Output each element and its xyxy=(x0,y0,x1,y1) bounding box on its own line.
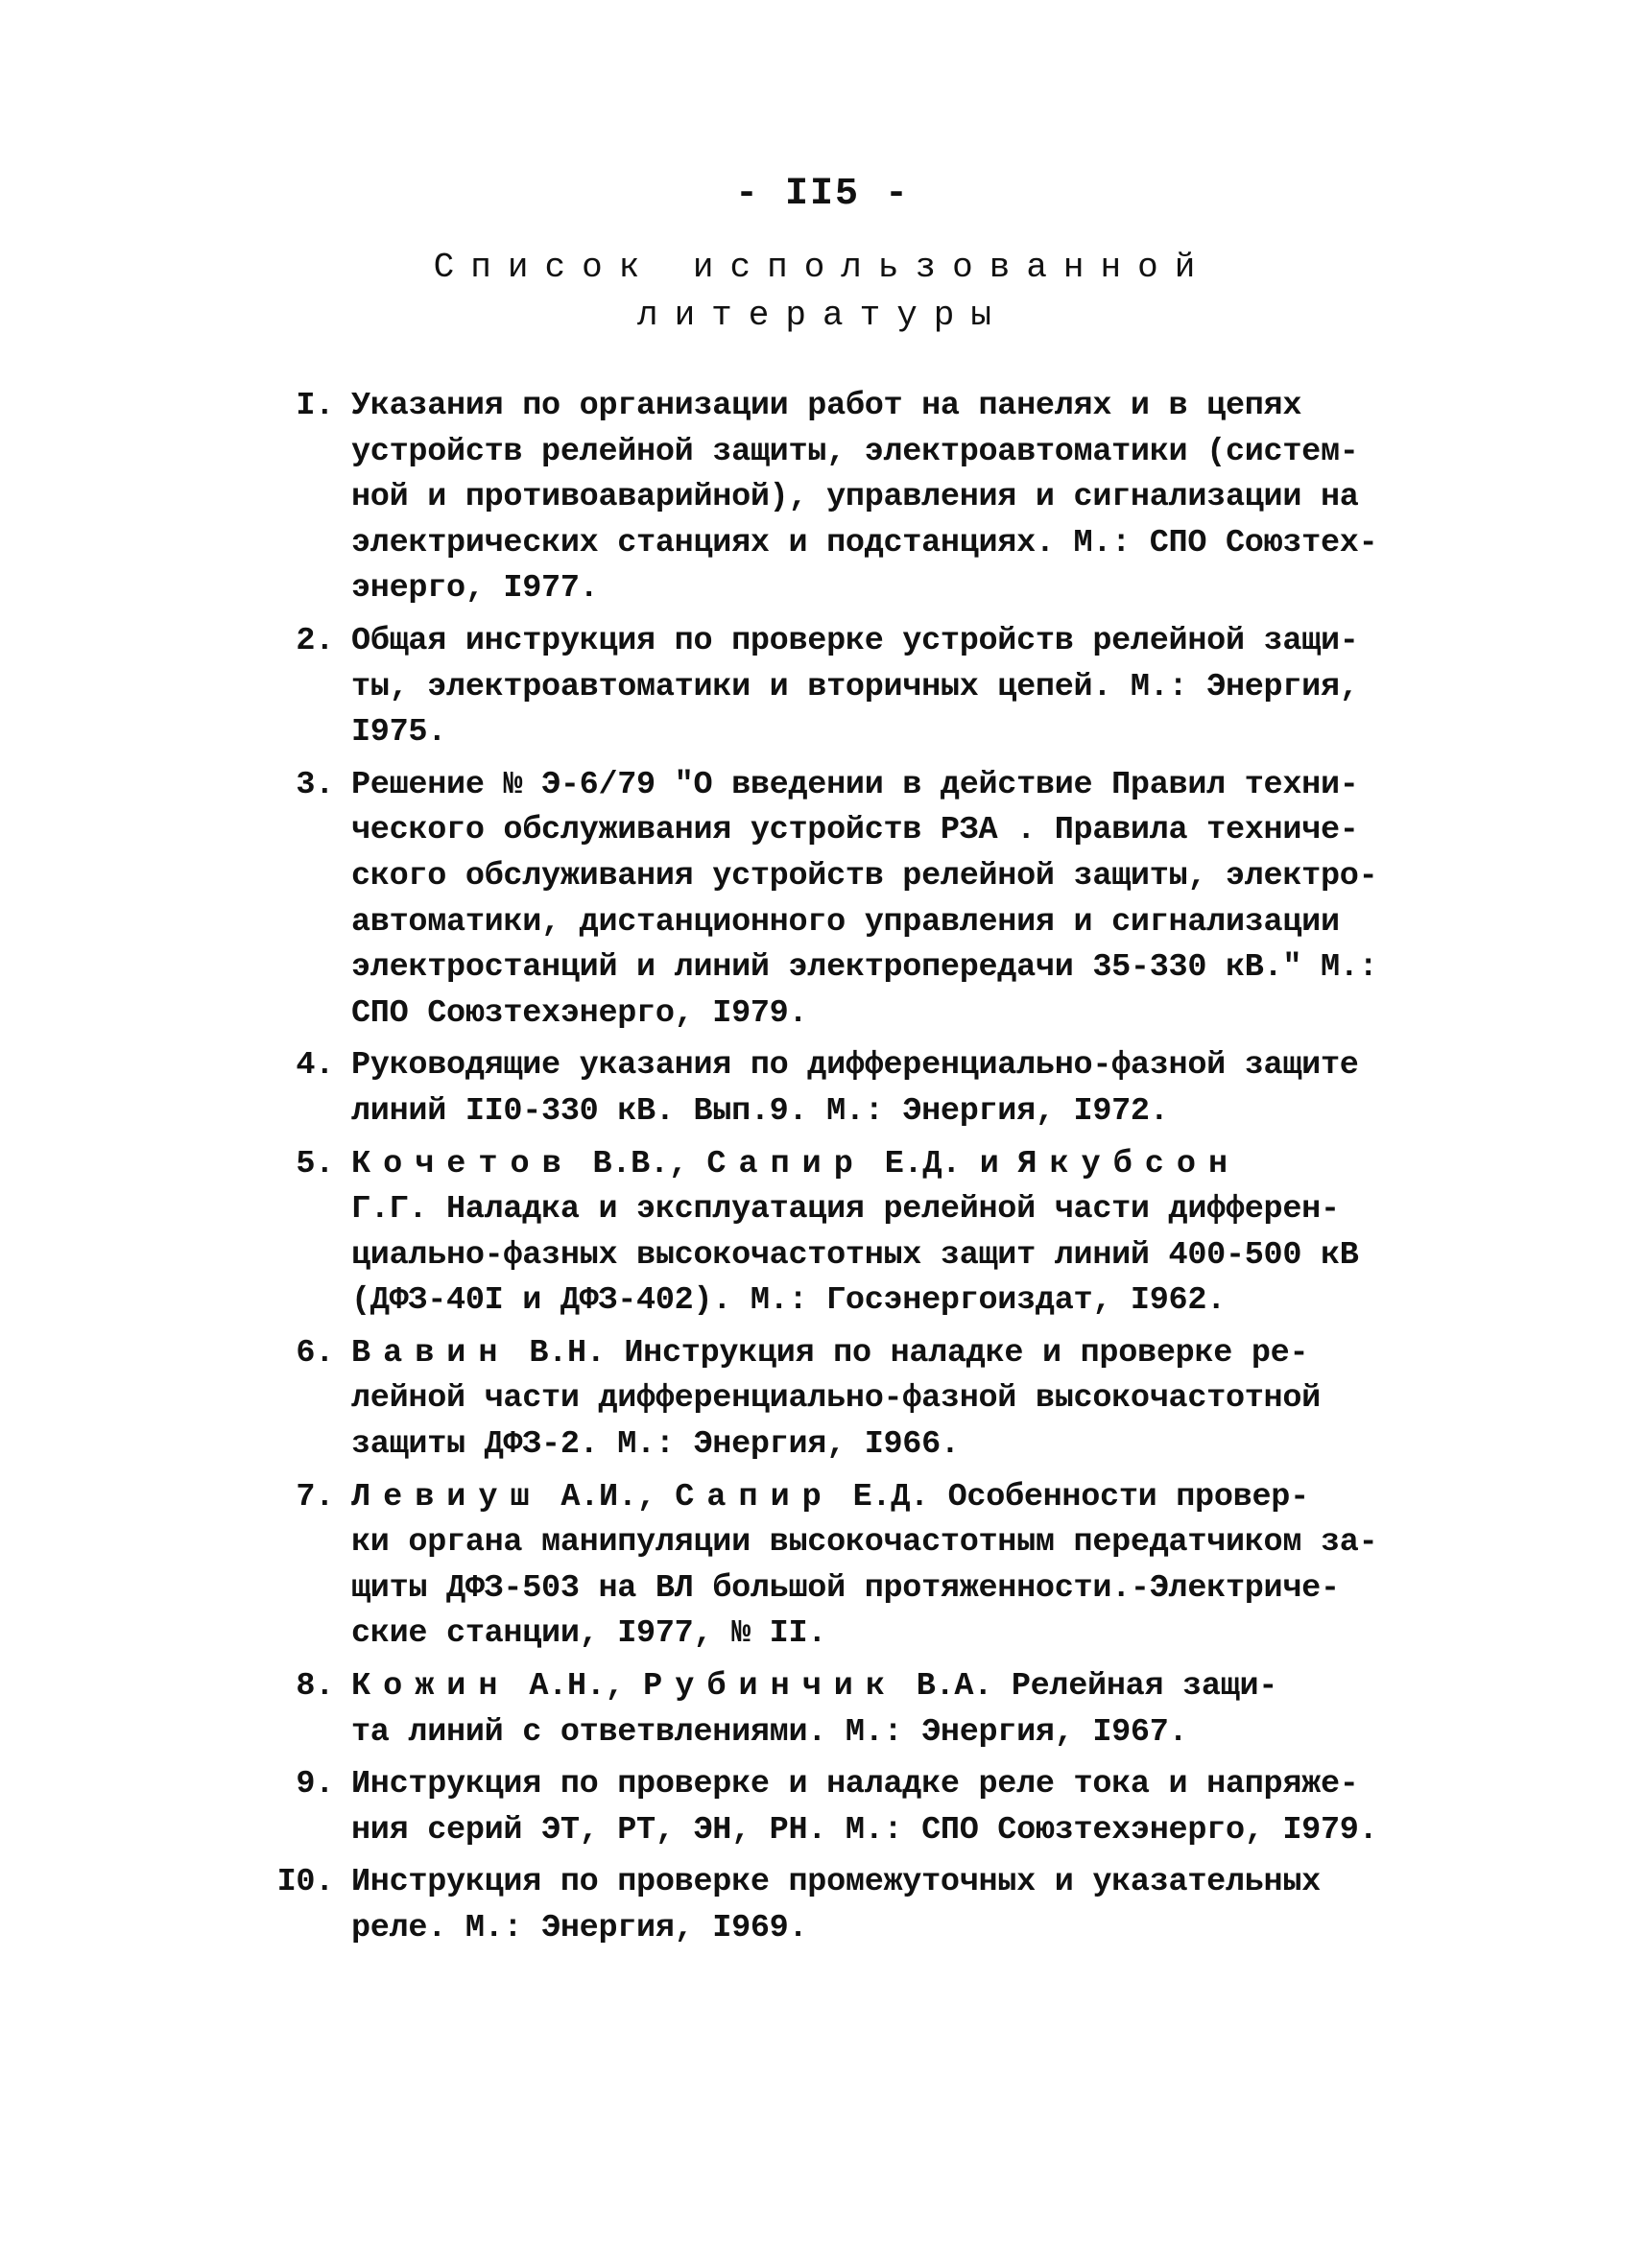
reference-text-line: Общая инструкция по проверке устройств релейной защи- xyxy=(351,622,1359,659)
author-initials: Е.Д. и xyxy=(865,1145,999,1182)
author-surname: Сапир xyxy=(706,1145,866,1182)
reference-number: 4. xyxy=(296,1047,334,1085)
reference-number: 6. xyxy=(296,1334,334,1372)
reference-text-line: Инструкция по проверке промежуточных и указательных xyxy=(351,1864,1321,1901)
author-surname: Левиуш xyxy=(351,1478,542,1516)
author-surname: Якубсон xyxy=(1017,1145,1241,1182)
reference-item-6 xyxy=(276,1331,1390,1468)
reference-text-line: циально-фазных высокочастотных защит линий 400-500 кВ xyxy=(351,1236,1359,1274)
reference-text-line: та линий с ответвлениями. М.: Энергия, I967. xyxy=(351,1713,1188,1751)
reference-item-1 xyxy=(276,384,1390,612)
reference-item-2 xyxy=(276,619,1390,756)
reference-text-line: Решение № Э-6/79 "О введении в действие Правил техни- xyxy=(351,766,1359,803)
reference-number: 9. xyxy=(296,1766,334,1803)
reference-text-line: I975. xyxy=(351,714,447,752)
reference-item-3 xyxy=(276,763,1390,1038)
reference-text-line: реле. М.: Энергия, I969. xyxy=(351,1910,808,1946)
reference-number: I. xyxy=(296,388,334,424)
reference-authors-line xyxy=(351,1475,1390,1521)
reference-number: 7. xyxy=(296,1478,334,1516)
reference-text-line: ского обслуживания устройств релейной защиты, электро- xyxy=(351,857,1378,895)
author-surname: Рубинчик xyxy=(643,1668,897,1706)
author-initials: А.Н., xyxy=(510,1668,625,1706)
reference-number: 3. xyxy=(296,766,334,803)
reference-text-line: защиты ДФЗ-2. М.: Энергия, I966. xyxy=(351,1426,960,1464)
reference-text-line: Руководящие указания по дифференциально-фазной защите xyxy=(351,1047,1359,1085)
author-initials: В.А. Релейная защи- xyxy=(897,1668,1278,1706)
reference-text-line: ки органа манипуляции высокочастотным передатчиком за- xyxy=(351,1524,1378,1562)
reference-text-line: электрических станциях и подстанциях. М.: СПО Союзтех- xyxy=(351,524,1378,561)
reference-authors-line xyxy=(351,1664,1390,1710)
reference-item-10 xyxy=(276,1860,1390,1951)
reference-text-line: электростанций и линий электропередачи 35-330 кВ." М.: xyxy=(351,949,1378,987)
reference-text-line: лейной части дифференциально-фазной высокочастотной xyxy=(351,1380,1321,1418)
author-surname: Кочетов xyxy=(351,1145,574,1182)
reference-text-line: Инструкция по проверке и наладке реле тока и напряже- xyxy=(351,1766,1359,1803)
author-surname: Кожин xyxy=(351,1668,511,1706)
reference-item-9 xyxy=(276,1762,1390,1853)
reference-text-line: (ДФЗ-40I и ДФЗ-402). М.: Госэнергоиздат, I962. xyxy=(351,1282,1226,1320)
author-initials: В.В., xyxy=(573,1145,688,1182)
author-initials: В.Н. Инструкция по наладке и проверке ре- xyxy=(510,1334,1309,1372)
reference-text-line: ты, электроавтоматики и вторичных цепей. М.: Энергия, xyxy=(351,668,1359,705)
reference-number: 8. xyxy=(296,1668,334,1706)
reference-number: 5. xyxy=(296,1145,334,1182)
bibliography-title-line-2: литературы xyxy=(636,296,1009,335)
reference-text-line: ной и противоаварийной), управления и сигнализации на xyxy=(351,479,1359,516)
reference-number: 2. xyxy=(296,622,334,659)
reference-authors-line xyxy=(351,1142,1390,1188)
reference-text-line: СПО Союзтехэнерго, I979. xyxy=(351,994,808,1032)
reference-text-line: Г.Г. Наладка и эксплуатация релейной части дифферен- xyxy=(351,1191,1340,1229)
bibliography-title-line-1: Список использованной xyxy=(433,248,1212,287)
reference-item-4 xyxy=(276,1043,1390,1134)
reference-text-line: линий II0-330 кВ. Вып.9. М.: Энергия, I972. xyxy=(351,1092,1169,1130)
reference-item-8 xyxy=(276,1664,1390,1755)
author-surname: Вавин xyxy=(351,1334,511,1372)
reference-text-line: ские станции, I977, № II. xyxy=(351,1615,827,1653)
author-surname: Сапир xyxy=(675,1478,834,1516)
reference-text-line: ния серий ЭТ, РТ, ЭН, РН. М.: СПО Союзтехэнерго, I979. xyxy=(351,1811,1378,1849)
reference-item-5 xyxy=(276,1142,1390,1325)
reference-text-line: Указания по организации работ на панелях и в цепях xyxy=(351,388,1302,424)
author-initials: Е.Д. Особенности провер- xyxy=(833,1478,1309,1516)
reference-list xyxy=(276,384,1390,1959)
reference-text-line: щиты ДФЗ-503 на ВЛ большой протяженности.-Электриче- xyxy=(351,1569,1340,1607)
reference-item-7 xyxy=(276,1475,1390,1658)
reference-number: I0. xyxy=(276,1864,334,1901)
page-number: - II5 - xyxy=(734,173,911,216)
reference-text-line: ческого обслуживания устройств РЗА . Правила техниче- xyxy=(351,812,1359,849)
reference-text-line: устройств релейной защиты, электроавтоматики (систем- xyxy=(351,433,1359,470)
reference-text-line: энерго, I977. xyxy=(351,570,599,608)
author-initials: А.И., xyxy=(541,1478,656,1516)
reference-text-line: автоматики, дистанционного управления и сигнализации xyxy=(351,903,1340,941)
reference-authors-line xyxy=(351,1331,1390,1377)
